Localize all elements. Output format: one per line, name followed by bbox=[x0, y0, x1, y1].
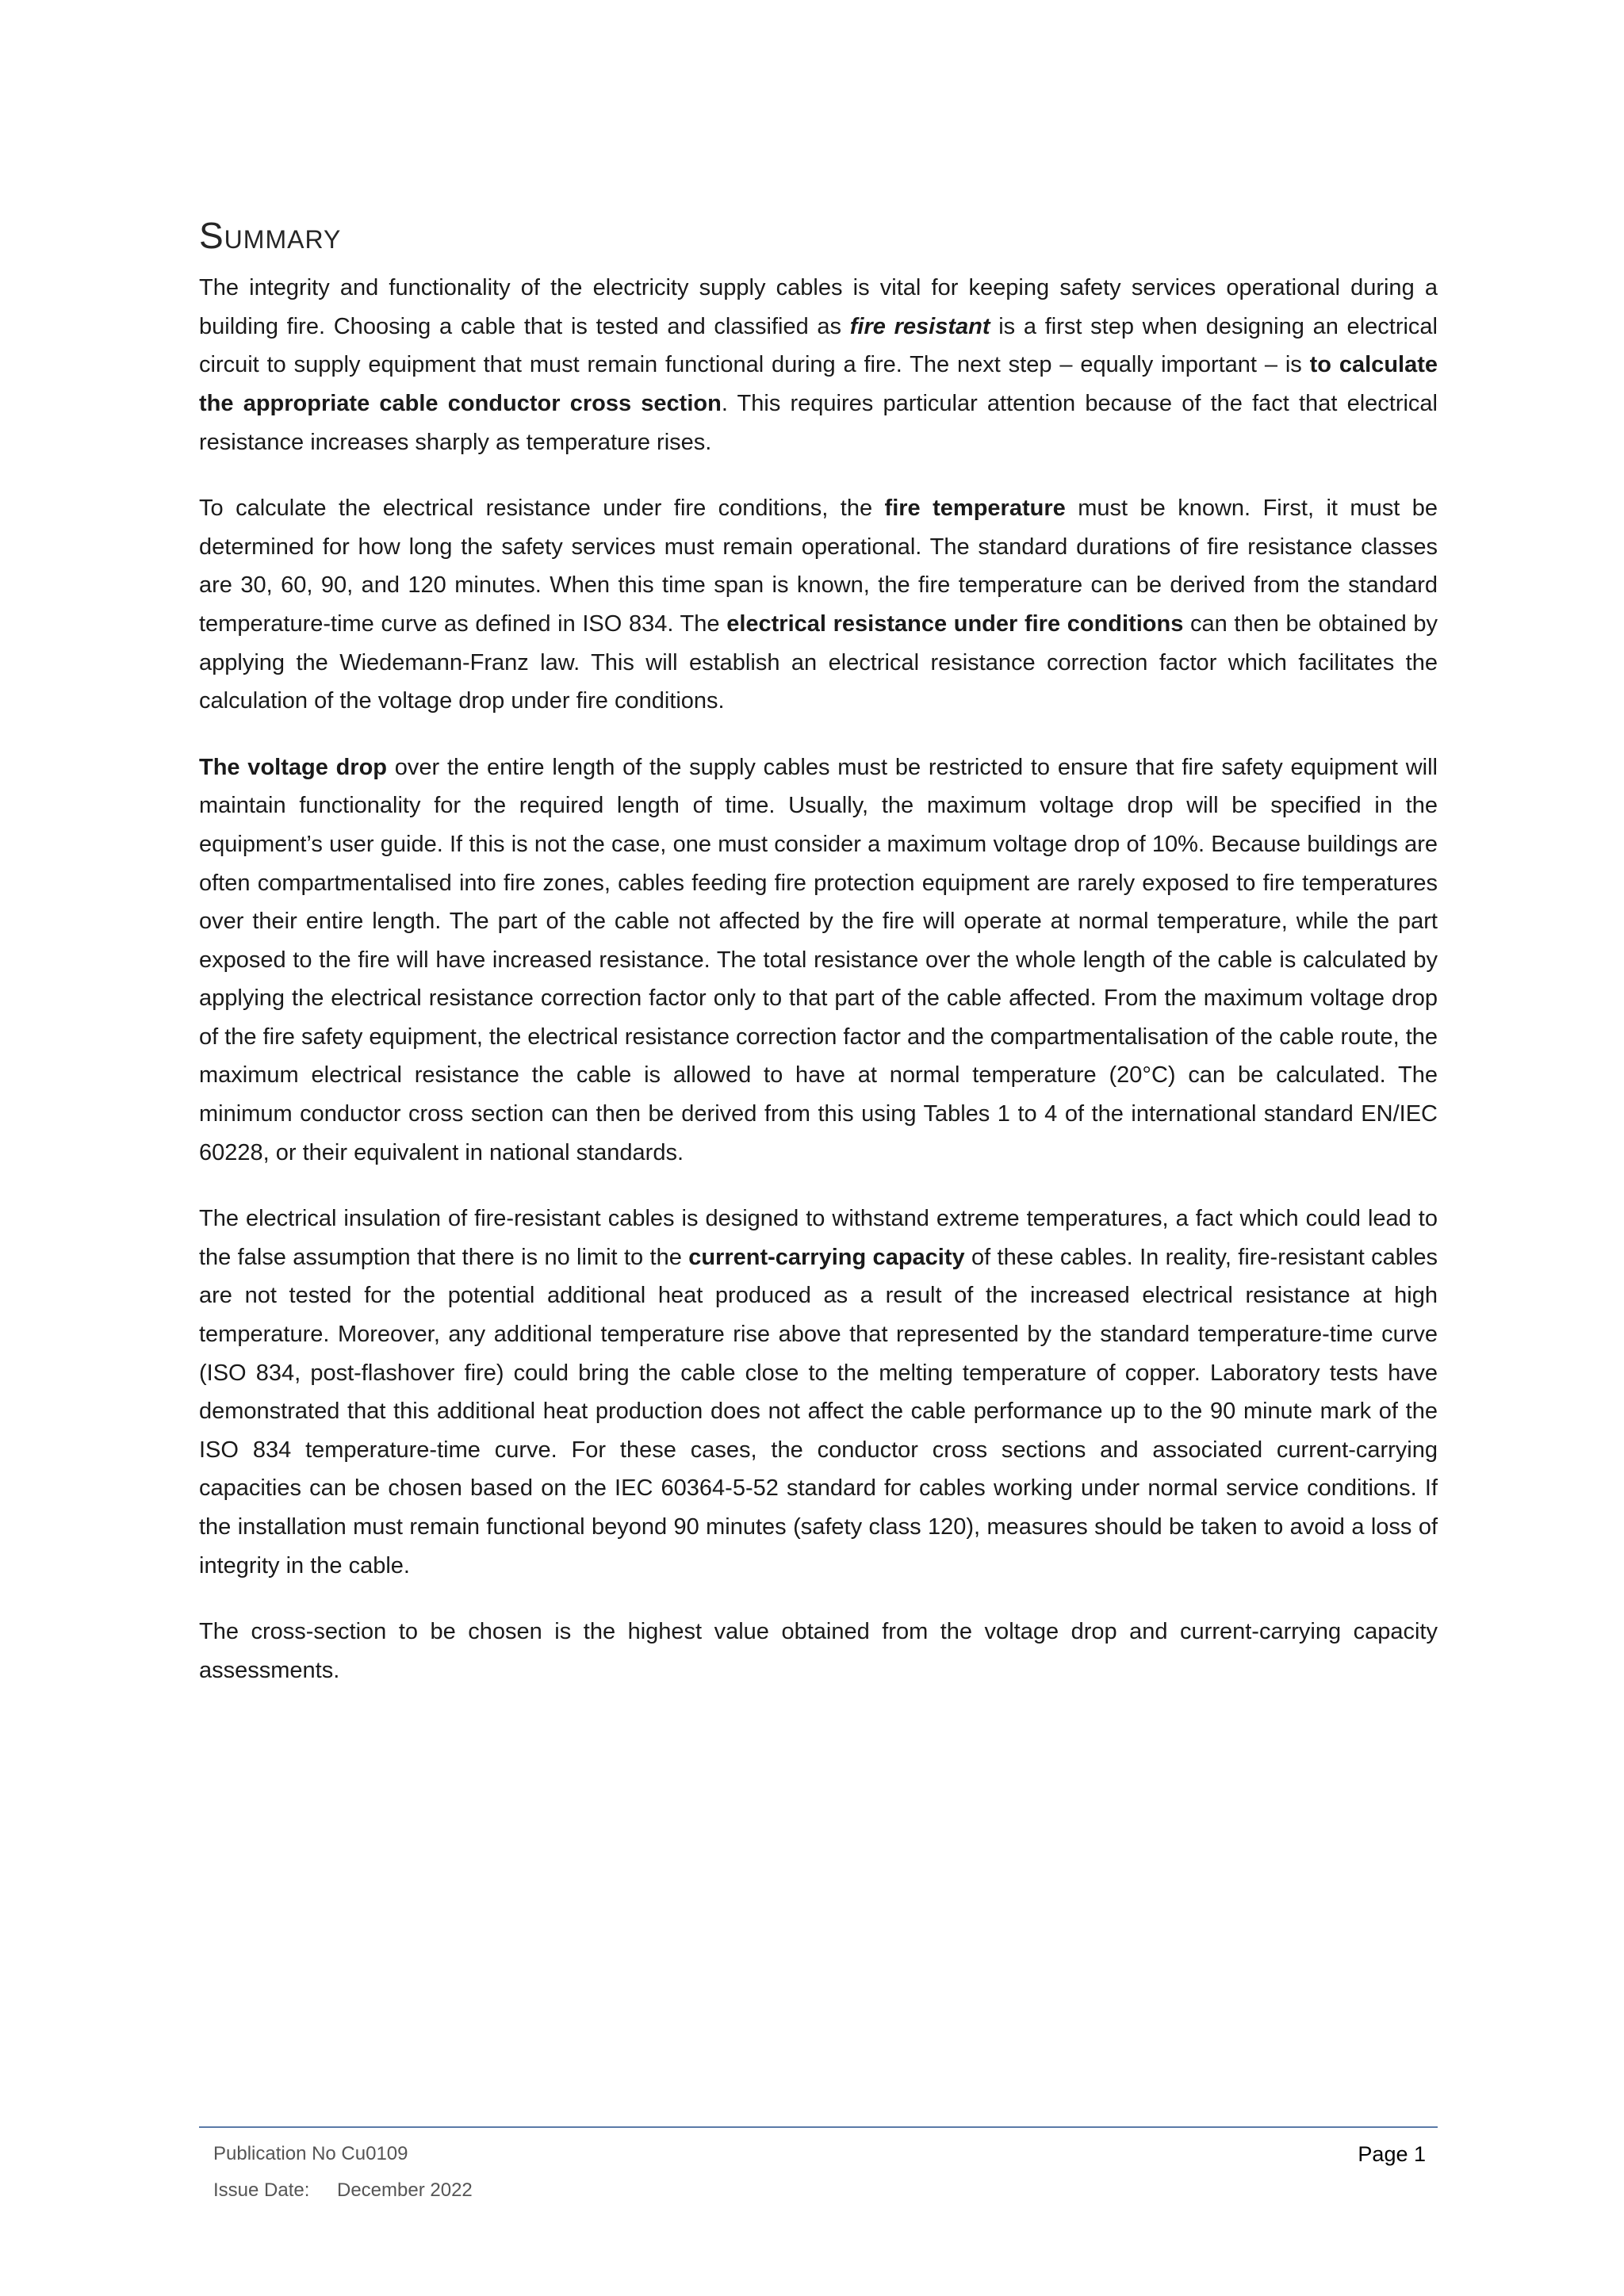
text-span: is a first step when designing an electrical circuit to supply equipment that must remain functional during a fire. The next step – equally important – is bbox=[199, 313, 1438, 378]
text-span: must be known. First, it must be determined for how long the safety services must remain operational. The standard durations of fire resistance classes are 30, 60, 90, and 120 minutes. When this time span is known, the fire temperature can be derived from the standard temperature-time curve as defined in ISO 834. The bbox=[199, 496, 1438, 637]
emphasis-current-carrying-capacity: current-carrying capacity bbox=[688, 1244, 965, 1270]
paragraph-4 bbox=[199, 1200, 1438, 1585]
text-span: over the entire length of the supply cables must be restricted to ensure that fire safety equipment will maintain functionality for the required length of time. Usually, the maximum voltage drop will be specified in the equipment’s user guide. If this is not the case, one must consider a maximum voltage drop of 10%. Because buildings are often compartmentalised into fire zones, cables feeding fire protection equipment are rarely exposed to fire temperatures over their entire length. The part of the cable not affected by the fire will operate at normal temperature, while the part exposed to the fire will have increased resistance. The total resistance over the whole length of the cable is calculated by applying the electrical resistance correction factor only to that part of the cable affected. From the maximum voltage drop of the fire safety equipment, the electrical resistance correction factor and the compartmentalisation of the cable route, the maximum electrical resistance the cable is allowed to have at normal temperature (20°C) can be calculated. The minimum conductor cross section can then be derived from this using Tables 1 to 4 of the international standard EN/IEC 60228, or their equivalent in national standards. bbox=[199, 754, 1438, 1165]
text-span: can then be obtained by applying the Wiedemann-Franz law. This will establish an electrical resistance correction factor which facilitates the calculation of the voltage drop under fire conditions. bbox=[199, 610, 1438, 714]
text-span: To calculate the electrical resistance under fire conditions, the bbox=[199, 496, 885, 522]
text-span: The cross-section to be chosen is the highest value obtained from the voltage drop and current-carrying capacity assessments. bbox=[199, 1619, 1438, 1683]
publication-number: Publication No Cu0109 bbox=[213, 2143, 408, 2164]
emphasis-fire-temperature: fire temperature bbox=[884, 496, 1066, 522]
paragraph-2 bbox=[199, 489, 1438, 721]
emphasis-electrical-resistance: electrical resistance under fire conditions bbox=[726, 610, 1184, 637]
text-span: . This requires particular attention because of the fact that electrical resistance increases sharply as temperature rises. bbox=[199, 390, 1438, 455]
issue-date-label: Issue Date: bbox=[213, 2179, 310, 2201]
text-span: The electrical insulation of fire-resistant cables is designed to withstand extreme temperatures, a fact which could lead to the false assumption that there is no limit to the bbox=[199, 1206, 1438, 1270]
paragraph-3 bbox=[199, 748, 1438, 1173]
emphasis-cross-section: to calculate the appropriate cable conductor cross section bbox=[199, 352, 1438, 416]
page-number: Page 1 bbox=[1358, 2142, 1426, 2166]
text-span: of these cables. In reality, fire-resistant cables are not tested for the potential additional heat produced as a result of the increased electrical resistance at high temperature. Moreover, any additional temperature rise above that represented by the standard temperature-time curve (ISO 834, post-flashover fire) could bring the cable close to the melting temperature of copper. Laboratory tests have demonstrated that this additional heat production does not affect the cable performance up to the 90 minute mark of the ISO 834 temperature-time curve. For these cases, the conductor cross sections and associated current-carrying capacities can be chosen based on the IEC 60364-5-52 standard for cables working under normal service conditions. If the installation must remain functional beyond 90 minutes (safety class 120), measures should be taken to avoid a loss of integrity in the cable. bbox=[199, 1244, 1438, 1578]
paragraph-1 bbox=[199, 269, 1438, 461]
paragraph-5 bbox=[199, 1613, 1438, 1689]
text-span: The integrity and functionality of the electricity supply cables is vital for keeping safety services operational during a building fire. Choosing a cable that is tested and classified as bbox=[199, 275, 1438, 339]
document-body bbox=[199, 214, 1438, 1717]
footer-info bbox=[213, 2136, 473, 2209]
issue-date-value: December 2022 bbox=[337, 2179, 473, 2201]
section-heading: Summary bbox=[199, 215, 342, 256]
emphasis-fire-resistant: fire resistant bbox=[849, 313, 990, 339]
footer-divider bbox=[199, 2126, 1438, 2128]
emphasis-voltage-drop: The voltage drop bbox=[199, 754, 388, 780]
issue-date-row bbox=[213, 2172, 473, 2209]
